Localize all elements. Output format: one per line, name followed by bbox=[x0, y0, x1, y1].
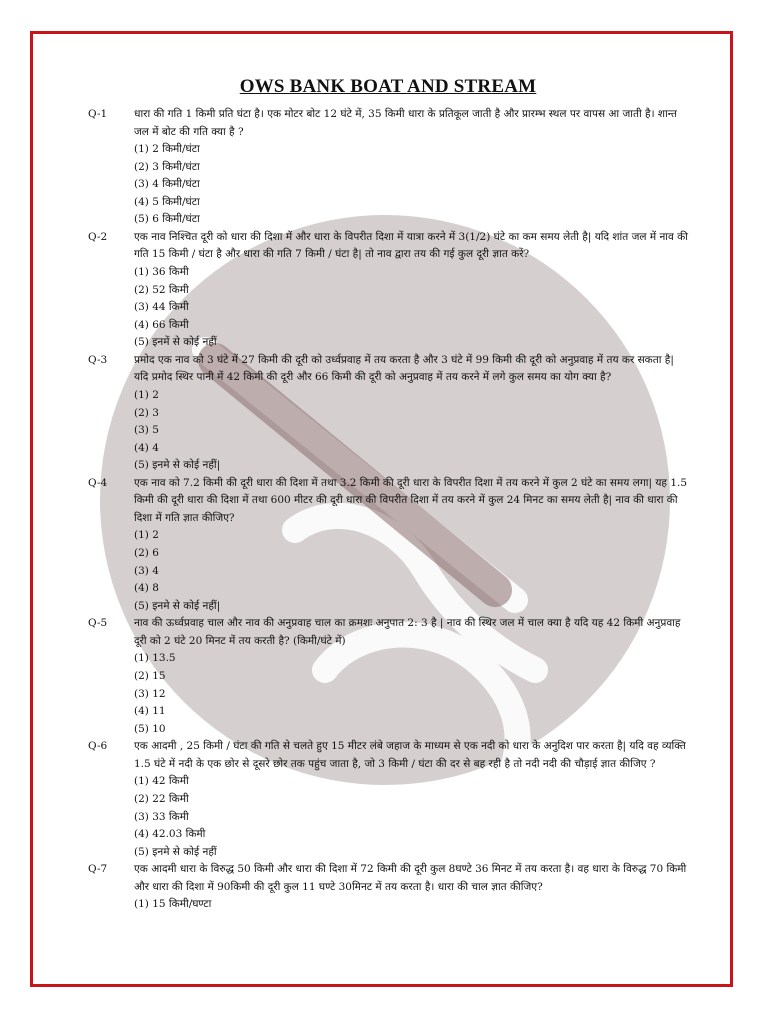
question-block bbox=[88, 861, 688, 914]
answer-option: (5) 10 bbox=[134, 722, 166, 735]
answer-option: (2) 3 bbox=[134, 406, 159, 419]
page-title: OWS BANK BOAT AND STREAM bbox=[239, 76, 537, 97]
answer-option: (5) इनमे से कोई नहीं bbox=[134, 845, 217, 858]
answer-option: (4) 8 bbox=[134, 582, 159, 595]
question-block bbox=[88, 352, 688, 475]
question-block bbox=[88, 738, 688, 861]
answer-option: (2) 52 किमी bbox=[134, 283, 189, 296]
question-block bbox=[88, 229, 688, 352]
answer-option: (3) 12 bbox=[134, 687, 166, 700]
question-text: एक आदमी धारा के विरुद्ध 50 किमी और धारा की दिशा में 72 किमी की दूरी कुल 8घण्टे 36 मिनट में तय करता है। वह धारा के विरुद्ध 70 किमी और धारा की दिशा में 90किमी की दूरी कुल 11 घण्टे 30मिनट में तय करता है। धारा की चाल ज्ञात कीजिए? bbox=[134, 863, 687, 893]
answer-option: (3) 44 किमी bbox=[134, 301, 189, 314]
answer-option: (5) 6 किमी/घंटा bbox=[134, 213, 200, 226]
question-number: Q-6 bbox=[88, 740, 108, 753]
question-number: Q-4 bbox=[88, 476, 108, 489]
answer-option: (4) 66 किमी bbox=[134, 318, 189, 331]
answer-option: (1) 2 bbox=[134, 388, 159, 401]
answer-option: (5) इनमें से कोई नहीं bbox=[134, 336, 217, 349]
question-block bbox=[88, 475, 688, 615]
question-number: Q-7 bbox=[88, 863, 108, 876]
answer-option: (4) 4 bbox=[134, 441, 159, 454]
question-number: Q-3 bbox=[88, 353, 108, 366]
question-number: Q-2 bbox=[88, 230, 108, 243]
answer-option: (3) 4 bbox=[134, 564, 159, 577]
question-text: एक नाव निश्चित दूरी को धारा की दिशा में और धारा के विपरीत दिशा में यात्रा करने में 3(1/2) घंटे का कम समय लेती है| यदि शांत जल में नाव की गति 15 किमी / घंटा है और धारा की गति 7 किमी / घंटा है| तो नाव द्वारा तय की गई कुल दूरी ज्ञात करें? bbox=[134, 230, 688, 261]
document-content bbox=[88, 76, 688, 914]
answer-option: (3) 33 किमी bbox=[134, 810, 189, 823]
answer-option: (5) इनमे से कोई नहीं| bbox=[134, 459, 221, 472]
answer-option: (4) 5 किमी/घंटा bbox=[134, 195, 200, 208]
answer-option: (1) 2 bbox=[134, 529, 159, 542]
answer-option: (2) 15 bbox=[134, 669, 166, 682]
answer-option: (1) 42 किमी bbox=[134, 775, 189, 788]
answer-option: (3) 5 bbox=[134, 424, 159, 437]
question-text: धारा की गति 1 किमी प्रति घंटा है। एक मोटर बोट 12 घंटे में, 35 किमी धारा के प्रतिकूल जाती है और प्रारम्भ स्थल पर वापस आ जाती है। शान्त जल में बोट की गति क्या है ? bbox=[134, 108, 677, 138]
answer-option: (1) 15 किमी/घण्टा bbox=[134, 898, 212, 911]
question-text: एक आदमी , 25 किमी / घंटा की गति से चलते हुए 15 मीटर लंबे जहाज के माध्यम से एक नदी को धारा के अनुदिश पार करता है| यदि वह व्यक्ति 1.5 घंटे में नदी के एक छोर से दूसरे छोर तक पहुंच जाता है, जो 3 किमी / घंटा की दर से बह रही है तो नदी नदी की चौड़ाई ज्ञात कीजिए ? bbox=[134, 740, 686, 770]
answer-option: (2) 6 bbox=[134, 547, 159, 559]
answer-option: (1) 2 किमी/घंटा bbox=[134, 143, 200, 155]
question-number: Q-1 bbox=[88, 108, 108, 120]
answer-option: (3) 4 किमी/घंटा bbox=[134, 178, 200, 191]
answer-option: (2) 22 किमी bbox=[134, 792, 189, 805]
question-text: नाव की ऊर्ध्वप्रवाह चाल और नाव की अनुप्रवाह चाल का क्रमशः अनुपात 2: 3 है | नाव की स्थिर जल में चाल क्या है यदि यह 42 किमी अनुप्रवाह दूरी को 2 घंटे 20 मिनट में तय करती है? (किमी/घंटे में) bbox=[134, 617, 681, 647]
answer-option: (5) इनमे से कोई नहीं| bbox=[134, 599, 221, 612]
answer-option: (2) 3 किमी/घंटा bbox=[134, 160, 200, 173]
answer-option: (1) 36 किमी bbox=[134, 265, 189, 278]
question-list bbox=[88, 106, 688, 914]
question-text: एक नाव को 7.2 किमी की दूरी धारा की दिशा में तथा 3.2 किमी की दूरी धारा के विपरीत दिशा में तय करने में कुल 2 घंटे का समय लगा| यह 1.5 किमी की दूरी धारा की दिशा में तथा 600 मीटर की दूरी धारा की विपरीत दिशा में तय करने में कुल 24 मिनट का समय लेती है| नाव की धारा की दिशा में गति ज्ञात कीजिए? bbox=[134, 476, 688, 524]
question-text: प्रमोद एक नाव को 3 घंटे में 27 किमी की दूरी को उर्ध्वप्रवाह में तय करता है और 3 घंटे में 99 किमी की दूरी को अनुप्रवाह में तय कर सकता है| यदि प्रमोद स्थिर पानी में 42 किमी की दूरी और 66 किमी की दूरी को अनुप्रवाह में तय करने में लगे कुल समय का योग क्या है? bbox=[134, 353, 674, 384]
answer-option: (4) 11 bbox=[134, 705, 166, 718]
answer-option: (4) 42.03 किमी bbox=[134, 828, 206, 841]
question-block bbox=[88, 106, 688, 229]
question-number: Q-5 bbox=[88, 617, 108, 630]
question-block bbox=[88, 615, 688, 738]
answer-option: (1) 13.5 bbox=[134, 652, 176, 665]
